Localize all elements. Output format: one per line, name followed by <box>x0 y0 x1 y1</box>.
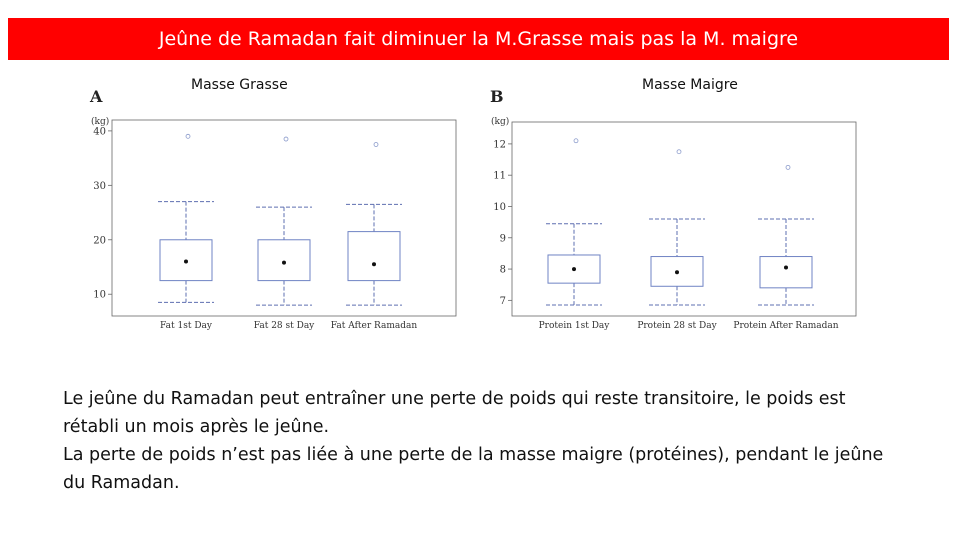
y-tick-label: 12 <box>493 139 506 151</box>
box-iqr <box>258 240 310 281</box>
panel-letter: B <box>490 87 504 106</box>
body-paragraph-2: La perte de poids n’est pas liée à une perte de la masse maigre (protéines), pendant le jeûne du Ramadan. <box>63 445 884 493</box>
y-tick-label: 11 <box>493 170 506 182</box>
median-point <box>282 261 286 265</box>
y-tick-label: 30 <box>93 180 106 192</box>
outlier-point <box>574 139 578 143</box>
panel-letter: A <box>90 87 103 106</box>
x-tick-label: Fat After Ramadan <box>330 321 418 331</box>
box-1 <box>158 134 214 302</box>
y-tick-label: 10 <box>493 201 506 213</box>
chart-b-subtitle: Masse Maigre <box>642 77 738 93</box>
x-tick-label: Fat 1st Day <box>160 321 212 331</box>
median-point <box>184 260 188 264</box>
outlier-point <box>284 137 288 141</box>
body-paragraph-1: Le jeûne du Ramadan peut entraîner une perte de poids qui reste transitoire, le poids est rétabli un mois après le jeûne. <box>63 389 846 437</box>
slide-title: Jeûne de Ramadan fait diminuer la M.Grasse mais pas la M. maigre <box>158 28 799 50</box>
chart-a-subtitle: Masse Grasse <box>191 77 288 93</box>
x-tick-label: Protein After Ramadan <box>733 321 839 331</box>
box-iqr <box>760 257 812 288</box>
median-point <box>372 262 376 266</box>
x-tick-label: Protein 1st Day <box>538 321 610 331</box>
median-point <box>784 266 788 270</box>
unit-label: (kg) <box>491 117 510 127</box>
median-point <box>675 270 679 274</box>
y-tick-label: 10 <box>93 289 106 301</box>
box-plot-lean-mass <box>486 80 866 340</box>
box-iqr <box>348 232 400 281</box>
x-tick-label: Fat 28 st Day <box>253 321 315 331</box>
outlier-point <box>186 134 190 138</box>
box-3 <box>346 143 402 306</box>
title-bar <box>8 18 949 60</box>
outlier-point <box>677 150 681 154</box>
box-3 <box>758 165 814 305</box>
box-2 <box>649 150 705 305</box>
y-tick-label: 9 <box>499 233 506 245</box>
box-plot-fat-mass <box>86 80 476 340</box>
outlier-point <box>374 143 378 147</box>
body-text <box>63 385 903 497</box>
y-tick-label: 40 <box>93 126 106 138</box>
y-tick-label: 20 <box>93 235 106 247</box>
outlier-point <box>786 165 790 169</box>
x-tick-label: Protein 28 st Day <box>637 321 717 331</box>
unit-label: (kg) <box>91 117 110 127</box>
box-1 <box>546 139 602 305</box>
median-point <box>572 267 576 271</box>
box-2 <box>256 137 312 305</box>
y-tick-label: 8 <box>499 264 506 276</box>
y-tick-label: 7 <box>499 295 506 307</box>
plot-frame <box>112 120 456 316</box>
